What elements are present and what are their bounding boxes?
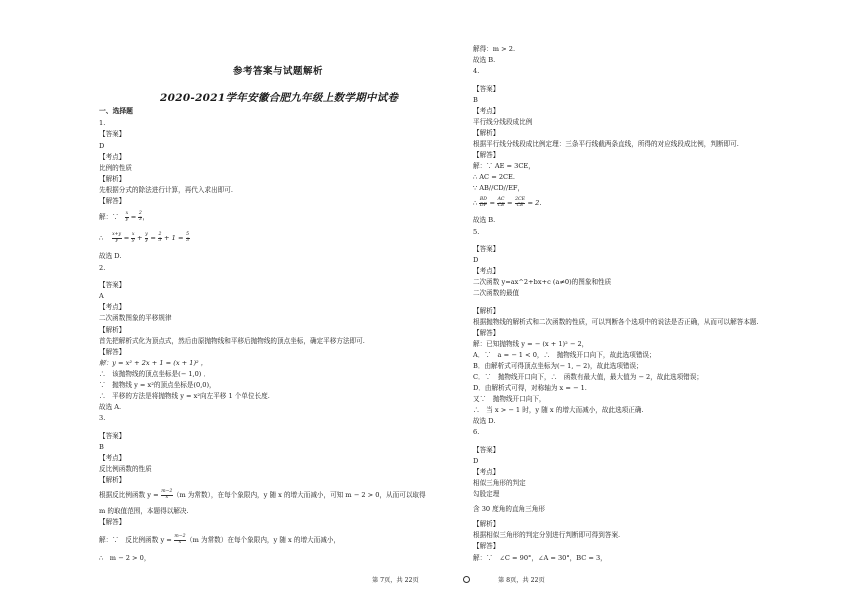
analysis-text: 根据平行线分线段成比例定理：三条平行线截两条直线，所得的对应线段成比例，判断即可. bbox=[473, 140, 739, 148]
solution-step: ∴ 该抛物线的顶点坐标是(− 1,0) ． bbox=[99, 370, 211, 378]
solution-step: ∴ $\frac{x+y}{y}$ = $\frac{x}{y}$ + $\frac{y}{y}$ = $\frac{2}{3}$ + 1 = $\frac{5}{3}$ bbox=[99, 232, 190, 243]
topic-value: 相似三角形的判定 bbox=[473, 479, 526, 487]
topic-label: 【考点】 bbox=[473, 107, 500, 115]
answer-value: D bbox=[473, 457, 479, 465]
topic-label: 【考点】 bbox=[99, 454, 126, 462]
binding-hole-icon bbox=[463, 576, 470, 583]
answer-value: B bbox=[99, 443, 104, 451]
solution-step: C．∵ 抛物线开口向下，∴ 函数有最大值，最大值为 − 2，故此选项错误； bbox=[473, 373, 703, 381]
analysis-text: 首先把解析式化为顶点式，然后由原抛物线和平移后抛物线的顶点坐标，确定平移方法即可. bbox=[99, 337, 365, 345]
solution-label: 【解答】 bbox=[473, 329, 500, 337]
answer-label: 【答案】 bbox=[99, 432, 126, 440]
solution-step: ∴ 当 x > − 1 时，y 随 x 的增大而减小，故此选项正确. bbox=[473, 406, 644, 414]
question-number: 4. bbox=[473, 67, 480, 75]
solution-step: ∵ AB//CD//EF， bbox=[473, 184, 525, 192]
conclusion: 故选 B. bbox=[473, 216, 496, 224]
answer-label: 【答案】 bbox=[473, 245, 500, 253]
solution-label: 【解答】 bbox=[99, 197, 126, 205]
analysis-label: 【解析】 bbox=[473, 307, 500, 315]
solution-label: 【解答】 bbox=[99, 348, 126, 356]
conclusion: 故选 A. bbox=[99, 403, 122, 411]
question-number: 1. bbox=[99, 119, 106, 127]
question-number: 2. bbox=[99, 264, 106, 272]
conclusion: 故选 B. bbox=[473, 56, 496, 64]
topic-value: 比例的性质 bbox=[99, 164, 132, 172]
conclusion: 故选 D. bbox=[99, 252, 122, 260]
solution-label: 【解答】 bbox=[473, 542, 500, 550]
solution-step: ∴ 平移的方法是将抛物线 y = x²向左平移 1 个单位长度. bbox=[99, 392, 270, 400]
solution-step: 解：已知抛物线 y = − (x + 1)² − 2， bbox=[473, 340, 589, 348]
page-footer: 第 7页，共 22页 bbox=[372, 577, 419, 584]
answer-value: D bbox=[473, 256, 479, 264]
solution-label: 【解答】 bbox=[473, 151, 500, 159]
topic-value: 二次函数图象的平移规律 bbox=[99, 314, 172, 322]
answer-label: 【答案】 bbox=[473, 446, 500, 454]
topic-value: 平行线分线段成比例 bbox=[473, 118, 533, 126]
solution-step: ∴ m − 2 > 0， bbox=[99, 554, 151, 562]
solution-step: ∴ $\frac{BD}{DF}$ = $\frac{AC}{CE}$ = $\frac{2CE}{CE}$ = 2. bbox=[473, 197, 542, 208]
page-footer: 第 8页，共 22页 bbox=[498, 577, 545, 584]
analysis-label: 【解析】 bbox=[473, 520, 500, 528]
solution-step: B．由解析式可得顶点坐标为(− 1, − 2)，故此选项错误； bbox=[473, 362, 643, 370]
question-number: 6. bbox=[473, 428, 480, 436]
topic-value: 二次函数 y=ax^2+bx+c (a≠0)的图象和性质 bbox=[473, 278, 612, 286]
solution-step: 又∵ 抛物线开口向下， bbox=[473, 395, 546, 403]
solution-label: 【解答】 bbox=[99, 518, 126, 526]
solution-step: D．由解析式可得，对称轴为 x = − 1. bbox=[473, 384, 587, 392]
analysis-label: 【解析】 bbox=[99, 326, 126, 334]
page-title: 参考答案与试题解析 bbox=[233, 66, 324, 77]
analysis-text: 根据抛物线的解析式和二次函数的性质，可以判断各个选项中的说法是否正确，从而可以解答本题. bbox=[473, 318, 759, 326]
answer-value: D bbox=[99, 142, 105, 150]
solution-step: 解：∵ 反比例函数 y = $\frac{m-2}{x}$ （m 为常数）在每个象限内，y 随 x 的增大而减小， bbox=[99, 534, 341, 545]
question-number: 3. bbox=[99, 414, 106, 422]
analysis-label: 【解析】 bbox=[99, 476, 126, 484]
topic-label: 【考点】 bbox=[99, 303, 126, 311]
solution-step: 解：∵ $\frac{x}{y}$ = $\frac{2}{3}$ ， bbox=[99, 211, 149, 222]
answer-label: 【答案】 bbox=[473, 85, 500, 93]
question-number: 5. bbox=[473, 228, 480, 236]
answer-label: 【答案】 bbox=[99, 281, 126, 289]
topic-label: 【考点】 bbox=[99, 153, 126, 161]
analysis-text: m 的取值范围，本题得以解决. bbox=[99, 507, 189, 515]
solution-step: 解：y = x² + 2x + 1 = (x + 1)² ， bbox=[99, 359, 208, 367]
solution-step: 解：∵ AE = 3CE， bbox=[473, 162, 535, 170]
exam-title: 2020-2021学年安徽合肥九年级上数学期中试卷 bbox=[160, 92, 399, 104]
analysis-text: 根据相似三角形的判定分别进行判断即可得到答案. bbox=[473, 531, 621, 539]
answer-label: 【答案】 bbox=[99, 130, 126, 138]
answer-value: B bbox=[473, 96, 478, 104]
analysis-label: 【解析】 bbox=[473, 129, 500, 137]
analysis-label: 【解析】 bbox=[99, 175, 126, 183]
solution-step: ∴ AC = 2CE. bbox=[473, 173, 515, 181]
solution-step: ∵ 抛物线 y = x²的顶点坐标是(0,0)， bbox=[99, 381, 216, 389]
section-heading: 一、选择题 bbox=[99, 107, 133, 115]
topic-value: 含 30 度角的直角三角形 bbox=[473, 505, 545, 513]
analysis-text: 先根据分式的除法进行计算，再代入求出即可. bbox=[99, 186, 233, 194]
topic-label: 【考点】 bbox=[473, 468, 500, 476]
answer-value: A bbox=[99, 292, 104, 300]
topic-value: 勾股定理 bbox=[473, 490, 500, 498]
solution-step: A．∵ a = − 1 < 0，∴ 抛物线开口向下，故此选项错误； bbox=[473, 351, 656, 359]
solution-step: 解：∵ ∠C = 90°，∠A = 30°，BC = 3， bbox=[473, 554, 607, 562]
topic-value: 反比例函数的性质 bbox=[99, 465, 152, 473]
analysis-text: 根据反比例函数 y = $\frac{m-2}{x}$ （m 为常数），在每个象限内，y 随 x 的增大而减小，可知 m − 2 > 0，从而可以取得 bbox=[99, 489, 426, 500]
topic-label: 【考点】 bbox=[473, 267, 500, 275]
solution-step: 解得：m > 2. bbox=[473, 45, 516, 53]
conclusion: 故选 D. bbox=[473, 417, 496, 425]
topic-value: 二次函数的最值 bbox=[473, 289, 520, 297]
